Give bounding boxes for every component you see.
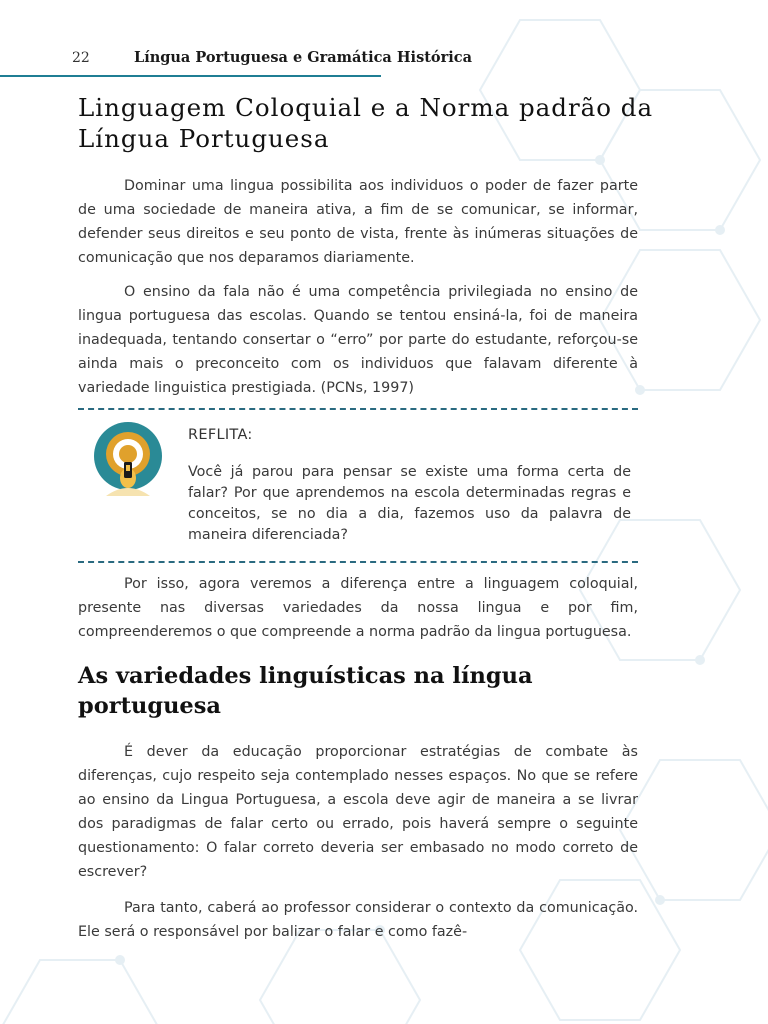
reflect-question: Você já parou para pensar se existe uma forma certa de falar? Por que aprendemos na escola determinadas regras e conceitos, se no dia a dia, fazemos uso da palavra de maneira diferenciada?: [188, 464, 631, 543]
section-title: Linguagem Coloquial e a Norma padrão da Língua Portuguesa: [78, 93, 654, 153]
paragraph-4: É dever da educação proporcionar estratégias de combate às diferenças, cujo respeito seja contemplado nesses espaços. No que se refere ao ensino da Lingua Portuguesa, a escola deve agir de maneira a se livrar dos paradigmas de falar certo ou errado, pois haverá sempre o seguinte questionamento: O falar correto deveria ser embasado no modo correto de escrever?: [78, 744, 638, 880]
lightbulb-target-icon: [92, 422, 166, 502]
paragraph-2: O ensino da fala não é uma competência privilegiada no ensino de lingua portuguesa das escolas. Quando se tentou ensiná-la, foi de maneira inadequada, tentando consertar o “erro” por parte do estudante, reforçou-se ainda mais o preconceito com os individuos que falavam diferente à variedade linguistica prestigiada. (PCNs, 1997): [78, 284, 638, 396]
reflect-label: REFLITA:: [188, 427, 253, 443]
reflect-box-top-divider: [78, 408, 638, 410]
paragraph-5: Para tanto, caberá ao professor considerar o contexto da comunicação. Ele será o responsável por balizar o falar e como fazê-: [78, 900, 638, 940]
header-rule: [0, 75, 381, 77]
running-header-title: Língua Portuguesa e Gramática Histórica: [134, 49, 472, 66]
subsection-title: As variedades linguísticas na língua portuguesa: [78, 663, 533, 719]
paragraph-3: Por isso, agora veremos a diferença entre a linguagem coloquial, presente nas diversas variedades da nossa lingua e por fim, compreenderemos o que compreende a norma padrão da lingua portuguesa.: [78, 576, 638, 640]
reflect-box-bottom-divider: [78, 561, 638, 563]
page-number: 22: [72, 50, 90, 66]
paragraph-1: Dominar uma lingua possibilita aos individuos o poder de fazer parte de uma sociedade de maneira ativa, a fim de se comunicar, se informar, defender seus direitos e seu ponto de vista, frente às inúmeras situações de comunicação que nos deparamos diariamente.: [78, 178, 638, 266]
